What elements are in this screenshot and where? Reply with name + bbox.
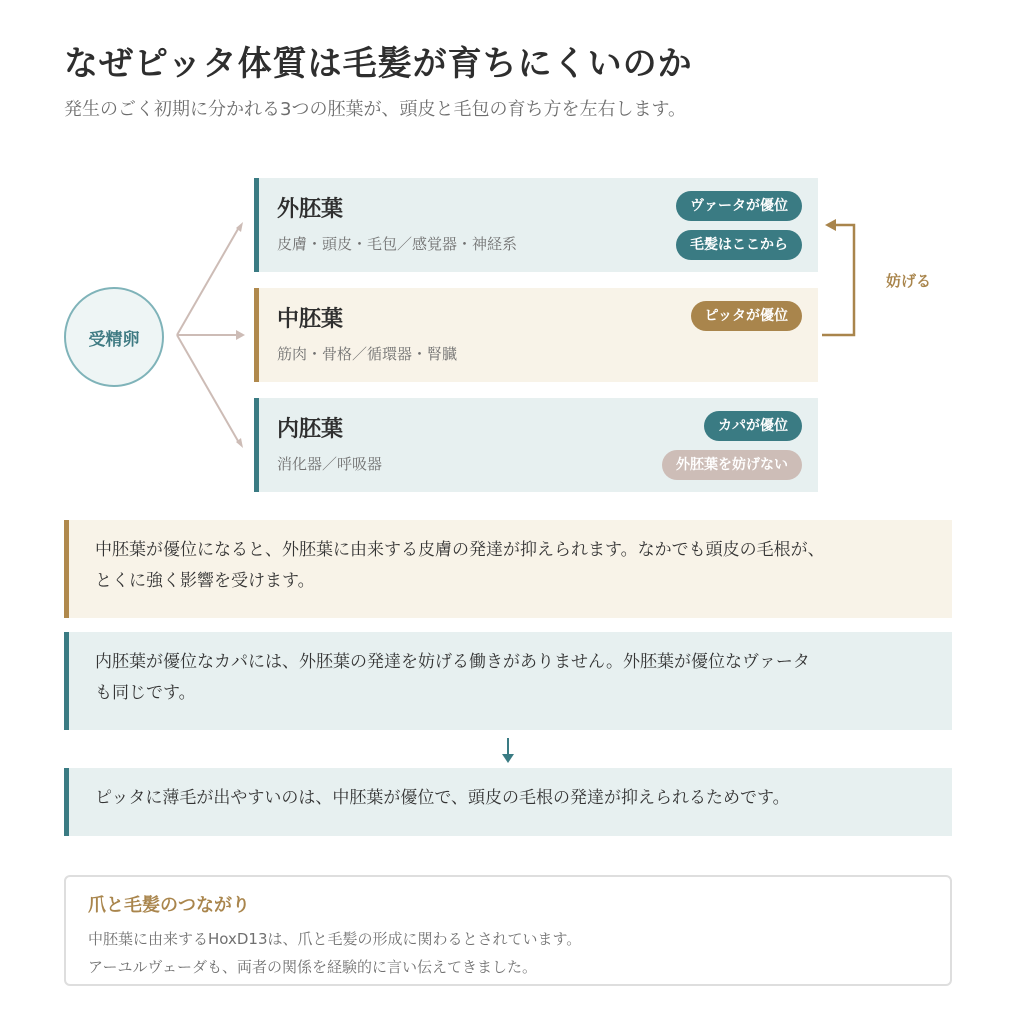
note-line: とくに強く影響を受けます。 xyxy=(95,571,315,591)
info-box-line: 中胚葉に由来するHoxD13は、爪と毛髪の形成に関わるとされています。 xyxy=(88,930,582,948)
inhibit-bracket xyxy=(822,219,854,335)
endoderm-note xyxy=(64,632,952,730)
layer-description: 消化器／呼吸器 xyxy=(277,455,383,473)
arrow-to-endoderm xyxy=(177,335,238,441)
note-line: 中胚葉が優位になると、外胚葉に由来する皮膚の発達が抑えられます。なかでも頭皮の毛根が、 xyxy=(95,540,825,560)
no-inhibit-badge: 外胚葉を妨げない xyxy=(662,450,802,480)
info-box-line: アーユルヴェーダも、両者の関係を経験的に言い伝えてきました。 xyxy=(88,958,537,976)
info-box xyxy=(64,875,952,986)
layer-name: 中胚葉 xyxy=(277,307,344,332)
layer-name: 内胚葉 xyxy=(277,417,344,442)
fertilized-egg-label: 受精卵 xyxy=(88,329,140,350)
arrow-to-ectoderm xyxy=(177,229,238,335)
note-line: ピッタに薄毛が出やすいのは、中胚葉が優位で、頭皮の毛根の発達が抑えられるためです。 xyxy=(95,788,790,808)
inhibit-label: 妨げる xyxy=(886,272,932,290)
arrowhead-mesoderm xyxy=(236,330,245,340)
page-title: なぜピッタ体質は毛髪が育ちにくいのか xyxy=(64,44,693,84)
note-line: 内胚葉が優位なカパには、外胚葉の発達を妨げる働きがありません。外胚葉が優位なヴァータ xyxy=(95,652,810,672)
vata-dominant-badge: ヴァータが優位 xyxy=(676,191,802,221)
kapha-dominant-badge: カパが優位 xyxy=(704,411,802,441)
hair-origin-badge: 毛髪はここから xyxy=(676,230,802,260)
ectoderm-card xyxy=(254,178,818,272)
down-arrow xyxy=(502,738,514,763)
mesoderm-note xyxy=(64,520,952,618)
info-box-title: 爪と毛髪のつながり xyxy=(88,895,250,916)
layer-description: 皮膚・頭皮・毛包／感覚器・神経系 xyxy=(277,235,518,253)
pitta-dominant-badge: ピッタが優位 xyxy=(691,301,802,331)
endoderm-card xyxy=(254,398,818,492)
page-subtitle: 発生のごく初期に分かれる3つの胚葉が、頭皮と毛包の育ち方を左右します。 xyxy=(64,99,687,120)
layer-description: 筋肉・骨格／循環器・腎臓 xyxy=(277,345,458,363)
mesoderm-card xyxy=(254,288,818,382)
layer-name: 外胚葉 xyxy=(277,197,344,222)
fertilized-egg-node xyxy=(64,287,164,387)
note-line: も同じです。 xyxy=(95,683,196,703)
conclusion-note xyxy=(64,768,952,836)
